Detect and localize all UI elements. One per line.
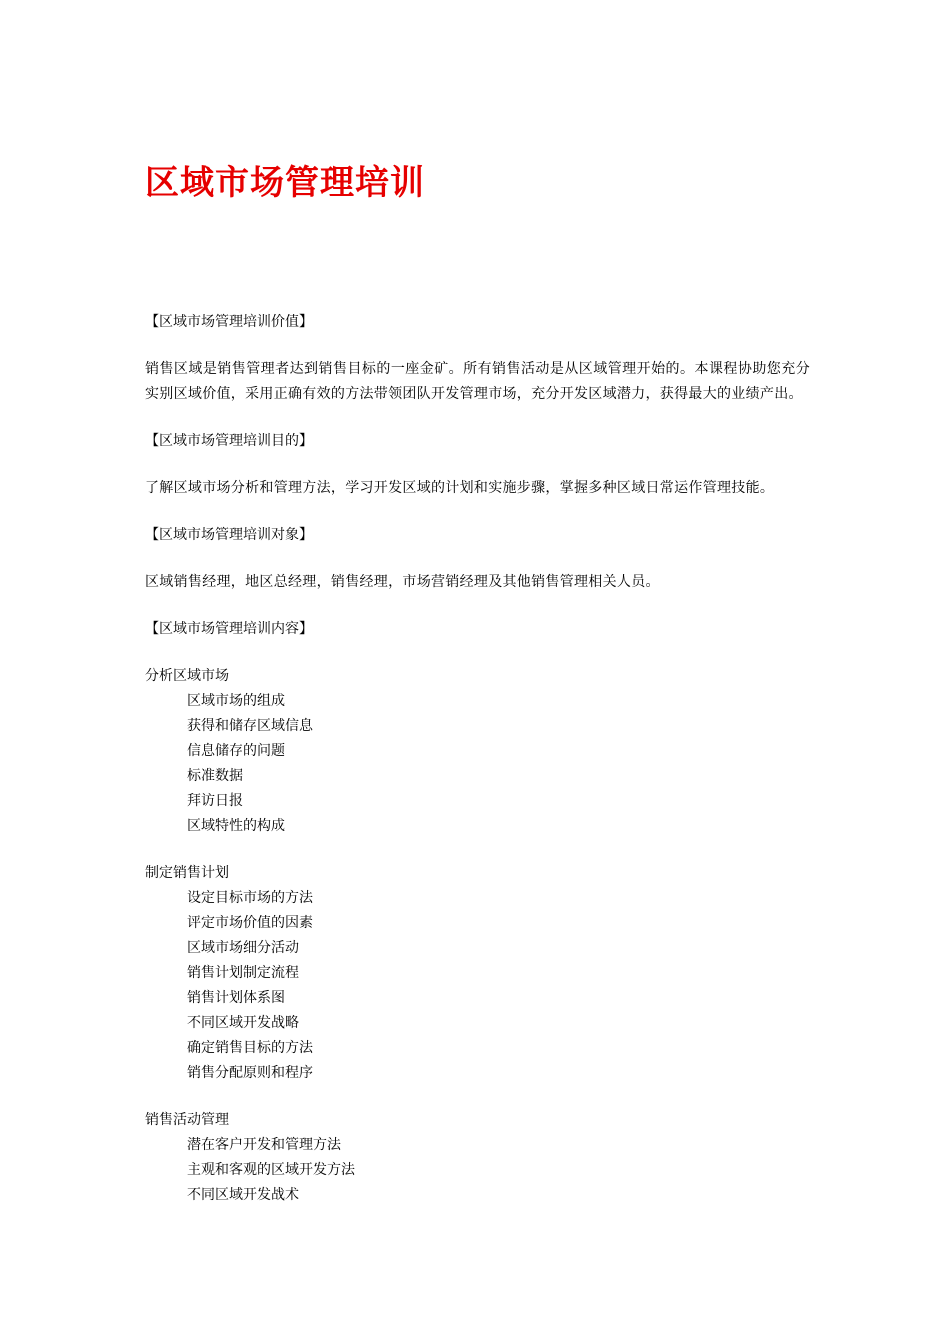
section-text-value: 销售区域是销售管理者达到销售目标的一座金矿。所有销售活动是从区域管理开始的。本课程协助您充分实别区域价值，采用正确有效的方法带领团队开发管理市场，充分开发区域潜力，获得最大的业绩产出。 (145, 361, 810, 402)
module-item: 区域市场的组成 (187, 693, 285, 709)
section-heading-content: 【区域市场管理培训内容】 (145, 621, 313, 637)
module-title: 制定销售计划 (145, 865, 229, 881)
module-analyze-region (145, 664, 810, 839)
section-heading-value: 【区域市场管理培训价值】 (145, 314, 313, 330)
module-item: 区域市场细分活动 (187, 940, 299, 956)
section-heading-purpose: 【区域市场管理培训目的】 (145, 433, 313, 449)
module-item-list (145, 1133, 810, 1208)
module-item: 不同区域开发战术 (187, 1187, 299, 1203)
module-title: 分析区域市场 (145, 668, 229, 684)
section-text-purpose: 了解区域市场分析和管理方法，学习开发区域的计划和实施步骤，掌握多种区域日常运作管理技能。 (145, 480, 775, 496)
module-item: 销售计划制定流程 (187, 965, 299, 981)
module-item: 设定目标市场的方法 (187, 890, 313, 906)
module-item: 确定销售目标的方法 (187, 1040, 313, 1056)
module-item: 不同区域开发战略 (187, 1015, 299, 1031)
module-item: 信息储存的问题 (187, 743, 285, 759)
module-item: 拜访日报 (187, 793, 243, 809)
module-item: 区域特性的构成 (187, 818, 285, 834)
section-heading-audience: 【区域市场管理培训对象】 (145, 527, 313, 543)
module-item: 潜在客户开发和管理方法 (187, 1137, 341, 1153)
document-title: 区域市场管理培训 (145, 163, 425, 203)
module-sales-plan (145, 861, 810, 1086)
document-body (145, 310, 810, 1208)
module-item: 获得和储存区域信息 (187, 718, 313, 734)
module-title: 销售活动管理 (145, 1112, 229, 1128)
section-text-audience: 区域销售经理，地区总经理，销售经理，市场营销经理及其他销售管理相关人员。 (145, 574, 660, 590)
module-item: 销售计划体系图 (187, 990, 285, 1006)
module-sales-activity (145, 1108, 810, 1208)
module-item-list (145, 689, 810, 839)
module-item: 销售分配原则和程序 (187, 1065, 313, 1081)
module-item: 评定市场价值的因素 (187, 915, 313, 931)
module-item-list (145, 886, 810, 1086)
module-item: 主观和客观的区域开发方法 (187, 1162, 355, 1178)
module-item: 标准数据 (187, 768, 243, 784)
